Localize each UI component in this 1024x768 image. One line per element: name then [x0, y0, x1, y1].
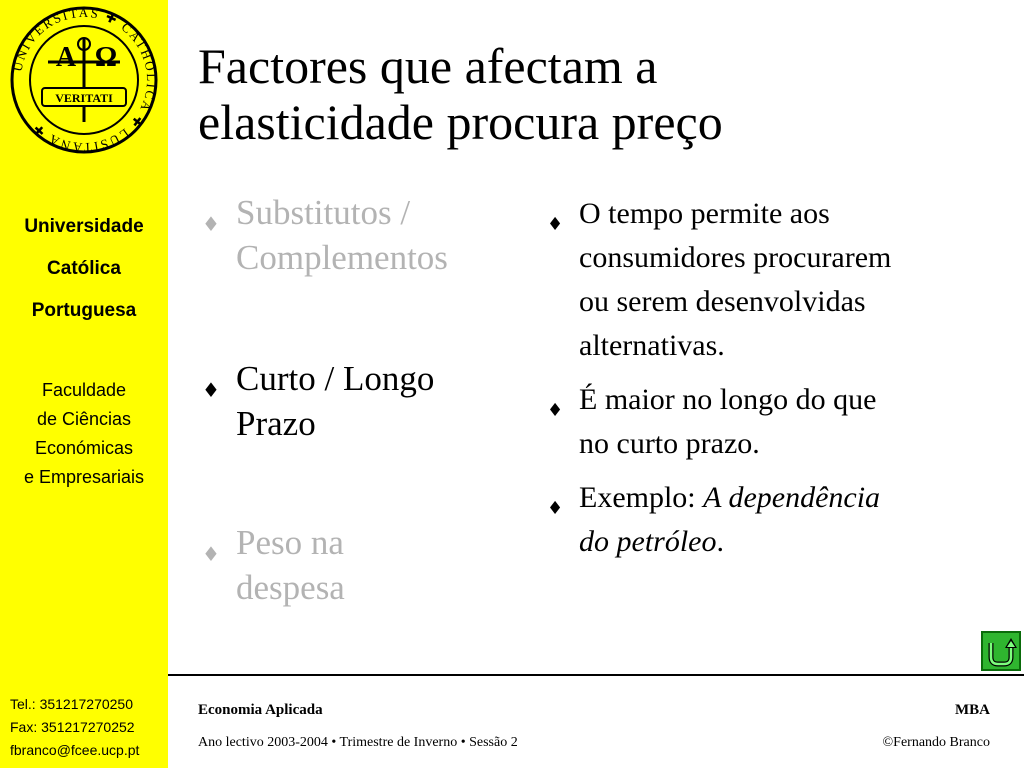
- footer-program: MBA: [955, 702, 990, 718]
- explanation-text: É maior no longo do que: [579, 383, 877, 416]
- footer-divider: [168, 674, 1024, 676]
- svg-text:UNIVERSITAS ✚ CATHOLICA ✚ LUSI: UNIVERSITAS ✚ CATHOLICA ✚ LUSITANA ✚: [9, 4, 160, 156]
- faculty-line: e Empresariais: [23, 467, 145, 487]
- example-label: Exemplo:: [579, 481, 704, 514]
- topic-item-peso-na-despesa: [200, 520, 566, 610]
- faculty-line: Económicas: [34, 438, 134, 458]
- topic-text: Peso na: [236, 523, 344, 562]
- explanation-list: [543, 192, 1013, 574]
- topic-text: Curto / Longo: [236, 359, 435, 398]
- explanation-text: ou serem desenvolvidas: [579, 285, 866, 318]
- title-line: elasticidade procura preço: [198, 94, 723, 150]
- return-button[interactable]: [981, 631, 1021, 671]
- slide-title: [198, 38, 998, 150]
- diamond-bullet-icon: ♦: [202, 378, 220, 402]
- university-name: [0, 206, 168, 332]
- topic-list: [200, 190, 530, 607]
- contact-fax: Fax: 351217270252: [10, 719, 135, 735]
- faculty-line: de Ciências: [36, 409, 132, 429]
- diamond-bullet-icon: ♦: [202, 212, 220, 236]
- return-arrow-icon: [983, 633, 1019, 669]
- topic-text: Complementos: [236, 238, 448, 277]
- sidebar: [0, 0, 168, 768]
- explanation-text: no curto prazo.: [579, 427, 760, 460]
- svg-text:VERITATI: VERITATI: [55, 91, 113, 105]
- university-seal-logo: [6, 4, 162, 156]
- svg-text:A: A: [55, 42, 77, 73]
- contact-info: [10, 693, 168, 762]
- example-line: [579, 520, 1013, 564]
- university-line: Católica: [47, 258, 121, 279]
- footer-author: ©Fernando Branco: [882, 735, 990, 750]
- example-emphasis: A dependência: [703, 481, 881, 514]
- footer-course: Economia Aplicada: [198, 702, 323, 718]
- diamond-bullet-icon: ♦: [547, 214, 564, 235]
- diamond-bullet-icon: ♦: [202, 542, 220, 566]
- topic-text: Substitutos /: [236, 193, 411, 232]
- example-item: [543, 476, 1013, 564]
- explanation-item: [543, 192, 1013, 368]
- diamond-bullet-icon: ♦: [547, 498, 564, 519]
- contact-phone: Tel.: 351217270250: [10, 696, 133, 712]
- explanation-text: consumidores procurarem: [579, 241, 892, 274]
- topic-item-curto-longo-prazo: [200, 356, 566, 446]
- university-line: Portuguesa: [31, 300, 137, 321]
- footer-session: Ano lectivo 2003-2004 • Trimestre de Inverno • Sessão 2: [198, 735, 518, 750]
- topic-text: despesa: [236, 568, 345, 607]
- example-line: [579, 476, 1013, 520]
- example-emphasis: do petróleo: [579, 525, 717, 558]
- faculty-line: Faculdade: [41, 380, 127, 400]
- svg-text:Ω: Ω: [94, 42, 118, 73]
- explanation-item: [543, 378, 1013, 466]
- diamond-bullet-icon: ♦: [547, 400, 564, 421]
- explanation-text: alternativas.: [579, 329, 725, 362]
- faculty-name: [0, 376, 168, 492]
- example-period: .: [716, 525, 724, 558]
- title-line: Factores que afectam a: [198, 38, 658, 94]
- contact-email[interactable]: fbranco@fcee.ucp.pt: [10, 742, 140, 758]
- university-line: Universidade: [24, 216, 144, 237]
- explanation-text: O tempo permite aos: [579, 197, 830, 230]
- topic-text: Prazo: [236, 404, 316, 443]
- topic-item-substitutos: [200, 190, 530, 280]
